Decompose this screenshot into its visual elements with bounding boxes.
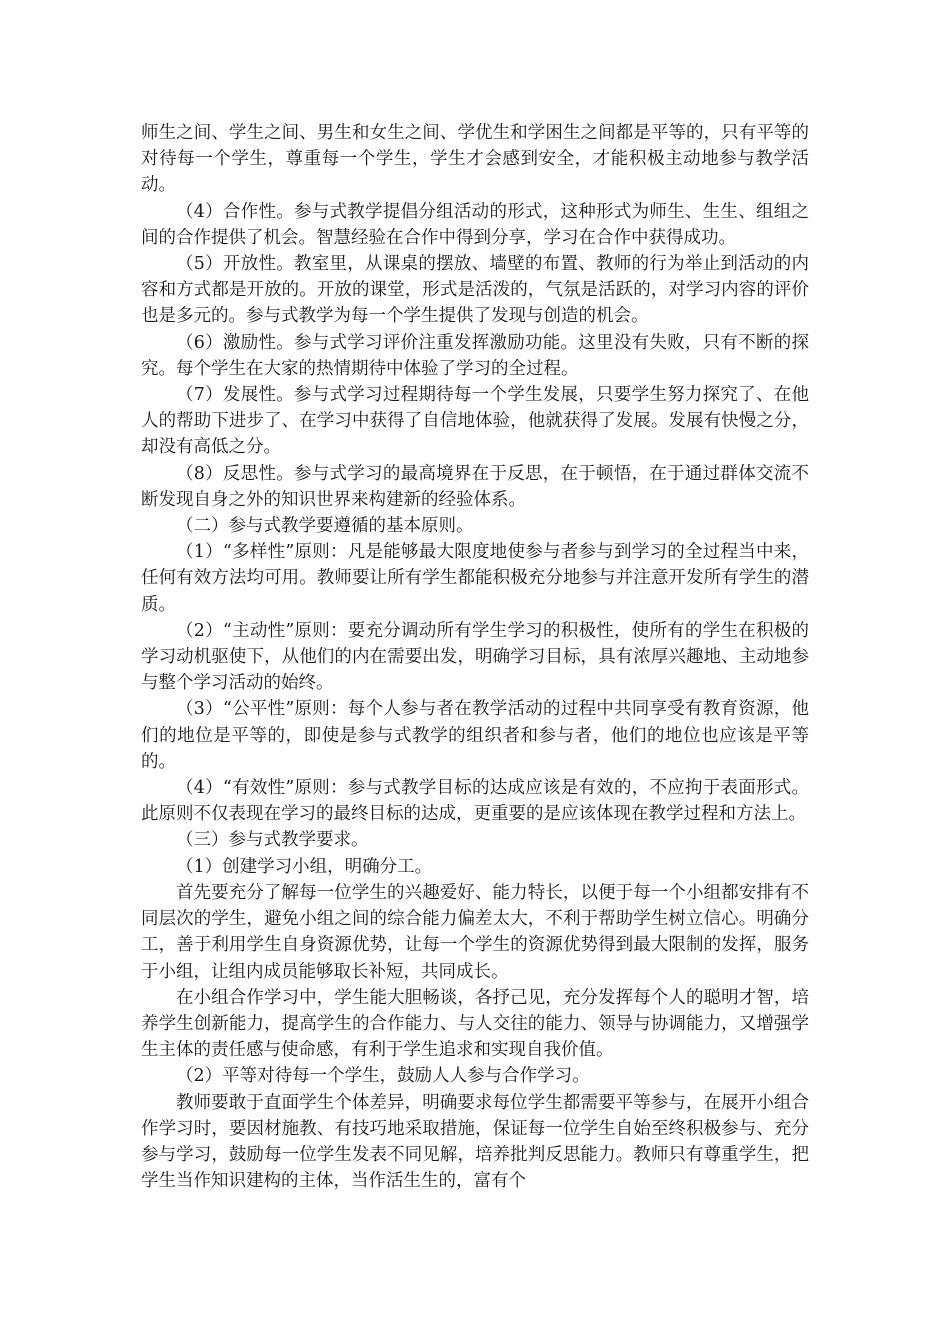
paragraph-9: （2）“主动性”原则：要充分调动所有学生学习的积极性，使所有的学生在积极的学习动机驱使下，从他们的内在需要出发，明确学习目标，具有浓厚兴趣地、主动地参与整个学习活动的始终。 — [141, 620, 809, 694]
paragraph-11: （4）“有效性”原则：参与式教学目标的达成应该是有效的，不应拘于表面形式。此原则不仅表现在学习的最终目标的达成，更重要的是应该体现在教学过程和方法上。 — [141, 778, 809, 825]
paragraph-15: 在小组合作学习中，学生能大胆畅谈，各抒己见，充分发挥每个人的聪明才智，培养学生创新能力，提高学生的合作能力、与人交往的能力、领导与协调能力，又增强学生主体的责任感与使命感，有利于学生追求和实现自我价值。 — [141, 987, 809, 1061]
subheading-1: （1）创建学习小组，明确分工。 — [176, 856, 433, 877]
paragraph-6: （8）反思性。参与式学习的最高境界在于反思，在于顿悟，在于通过群体交流不断发现自身之外的知识世界来构建新的经验体系。 — [141, 463, 809, 510]
section-heading-2: （二）参与式教学要遵循的基本原则。 — [176, 516, 474, 537]
paragraph-3: （5）开放性。教室里，从课桌的摆放、墙壁的布置、教师的行为举止到活动的内容和方式都是开放的。开放的课堂，形式是活泼的，气氛是活跃的，对学习内容的评价也是多元的。参与式教学为每一个学生提供了发现与创造的机会。 — [141, 254, 809, 327]
paragraph-2: （4）合作性。参与式教学提倡分组活动的形式，这种形式为师生、生生、组组之间的合作提供了机会。智慧经验在合作中得到分享，学习在合作中获得成功。 — [141, 201, 809, 248]
document-body — [141, 120, 809, 1194]
paragraph-10: （3）“公平性”原则：每个人参与者在教学活动的过程中共同享受有教育资源，他们的地位是平等的，即使是参与式教学的组织者和参与者，他们的地位也应该是平等的。 — [141, 699, 809, 772]
section-heading-3: （三）参与式教学要求。 — [176, 830, 369, 851]
paragraph-1: 师生之间、学生之间、男生和女生之间、学优生和学困生之间都是平等的，只有平等的对待每一个学生，尊重每一个学生，学生才会感到安全，才能积极主动地参与教学活动。 — [141, 123, 809, 196]
paragraph-8: （1）“多样性”原则：凡是能够最大限度地使参与者参与到学习的全过程当中来，任何有效方法均可用。教师要让所有学生都能积极充分地参与并注意开发所有学生的潜质。 — [141, 542, 809, 615]
subheading-2: （2）平等对待每一个学生，鼓励人人参与合作学习。 — [176, 1066, 590, 1087]
paragraph-5: （7）发展性。参与式学习过程期待每一个学生发展，只要学生努力探究了、在他人的帮助下进步了、在学习中获得了自信地体验，他就获得了发展。发展有快慢之分，却没有高低之分。 — [141, 385, 809, 458]
paragraph-17: 教师要敢于直面学生个体差异，明确要求每位学生都需要平等参与，在展开小组合作学习时，要因材施教、有技巧地采取措施，保证每一位学生自始至终积极参与、充分参与学习，鼓励每一位学生发表不同见解，培养批判反思能力。教师只有尊重学生，把学生当作知识建构的主体，当作活生生的，富有个 — [141, 1092, 809, 1192]
paragraph-14: 首先要充分了解每一位学生的兴趣爱好、能力特长，以便于每一个小组都安排有不同层次的学生，避免小组之间的综合能力偏差太大，不利于帮助学生树立信心。明确分工，善于利用学生自身资源优势，让每一个学生的资源优势得到最大限制的发挥，服务于小组，让组内成员能够取长补短，共同成长。 — [141, 882, 809, 982]
paragraph-4: （6）激励性。参与式学习评价注重发挥激励功能。这里没有失败，只有不断的探究。每个学生在大家的热情期待中体验了学习的全过程。 — [141, 332, 809, 379]
